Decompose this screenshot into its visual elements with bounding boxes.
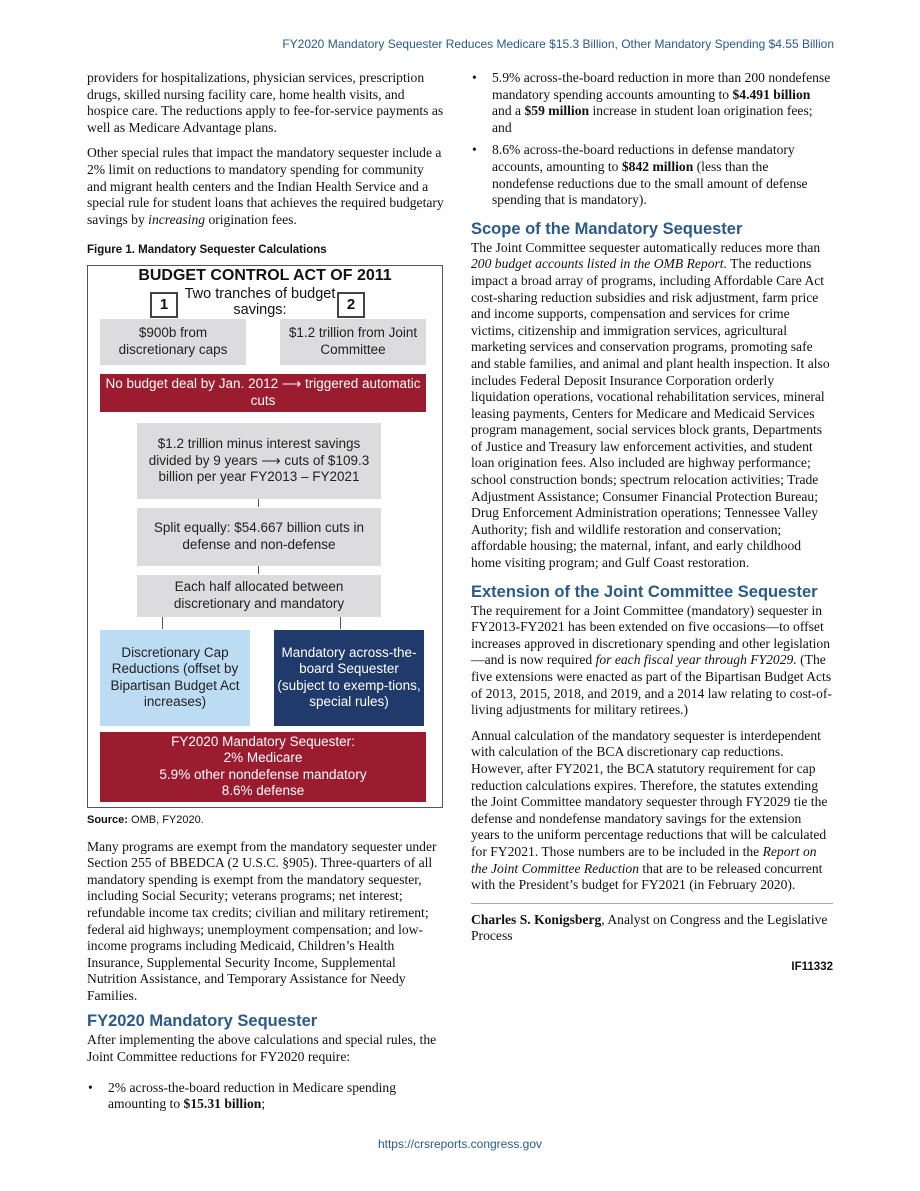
figure-source: Source: OMB, FY2020. bbox=[87, 813, 204, 826]
figure-title: Figure 1. Mandatory Sequester Calculations bbox=[87, 244, 327, 257]
box-mandatory-sequester: Mandatory across-the-board Sequester (subject to exemp-tions, special rules) bbox=[274, 630, 424, 726]
running-header: FY2020 Mandatory Sequester Reduces Medicare $15.3 Billion, Other Mandatory Spending $4.55 Billion bbox=[282, 37, 834, 51]
paragraph-scope: The Joint Committee sequester automatically reduces more than 200 budget accounts listed in the OMB Report. The reductions impact a broad array of programs, including Affordable Care Act cost-sharing reduction subsidies and risk adjustment, farm price and income supports, compensation and services for crime victims, citizenship and immigration services, agricultural marketing services and conservation programs, promoting safe and stable families, and animal and plant health inspection. It also includes Federal Deposit Insurance Corporation orderly liquidation operations, vocational rehabilitation services, mineral leasing payments, Centers for Medicare and Medicaid Services program management, social services block grants, Departments of Justice and Treasury law enforcement activities, and student loan origination fees. Also included are highway performance; school construction bonds; spectrum relocation activities; Trade Adjustment Assistance; Consumer Financial Protection Bureau; Drug Enforcement Administration operations; Tennessee Valley Authority; fish and wildlife restoration and conservation; affordable housing; the maternal, infant, and early childhood home visiting program; and Gulf Coast restoration. bbox=[471, 239, 830, 571]
box-split-equally: Split equally: $54.667 billion cuts in defense and non-defense bbox=[137, 508, 381, 566]
tranche-number-1: 1 bbox=[150, 292, 178, 318]
list-item-nondefense: • 5.9% across-the-board reduction in more than 200 nondefense mandatory spending accounts amounting to $4.491 billion and a $59 million increase in student loan origination fees; and bbox=[472, 70, 831, 135]
box-each-half: Each half allocated between discretionary and mandatory bbox=[137, 575, 381, 617]
list-item-defense: • 8.6% across-the-board reductions in defense mandatory accounts, amounting to $842 million (less than the nondefense reductions due to the small amount of defense spending that is mandatory). bbox=[472, 142, 808, 208]
paragraph-fy2020-intro: After implementing the above calculations and special rules, the Joint Committee reductions for FY2020 require: bbox=[87, 1032, 437, 1065]
left-column bbox=[87, 70, 445, 1119]
document-id: IF11332 bbox=[791, 960, 833, 973]
figure-heading: BUDGET CONTROL ACT OF 2011 bbox=[138, 266, 392, 284]
footer-url[interactable]: https://crsreports.congress.gov bbox=[377, 1137, 543, 1151]
fy2020-bullets-left bbox=[87, 1080, 445, 1113]
paragraph-extension: The requirement for a Joint Committee (mandatory) sequester in FY2013-FY2021 has been extended on five occasions—to offset increases approved in discretionary spending and other legislation—and is now required for each fiscal year through FY2029. (The five extensions were enacted as part of the Bipartisan Budget Acts of 2013, 2015, 2018, and 2019, and a 2014 law relating to cost-of-living adjustments for military retirees.) bbox=[471, 602, 832, 718]
fy2020-bullets-right bbox=[471, 70, 833, 209]
box-fy2020-sequester: FY2020 Mandatory Sequester: 2% Medicare 5.9% other nondefense mandatory 8.6% defense bbox=[100, 732, 426, 802]
box-no-budget-deal: No budget deal by Jan. 2012 ⟶ triggered automatic cuts bbox=[100, 374, 426, 412]
paragraph-exemptions: Many programs are exempt from the mandatory sequester under Section 255 of BBEDCA (2 U.S.C. §905). Three-quarters of all mandatory spending is exempt from the mandatory sequester, including Social Security; veterans programs; net interest; refundable income tax credits; civilian and military retirement; federal aid highways; unemployment compensation; and low-income programs including Medicaid, Children’s Health Insurance, Supplemental Security Income, Supplemental Nutrition Assistance, and Temporary Assistance for Needy Families. bbox=[87, 838, 437, 1003]
figure-flowchart bbox=[87, 265, 443, 808]
tranches-label: Two tranches of budget savings: bbox=[184, 285, 336, 318]
heading-fy2020-sequester: FY2020 Mandatory Sequester bbox=[87, 1012, 318, 1031]
author-signature: Charles S. Konigsberg, Analyst on Congress and the Legislative Process bbox=[471, 903, 833, 945]
tranche-number-2: 2 bbox=[337, 292, 365, 318]
box-discretionary-caps: $900b from discretionary caps bbox=[100, 319, 246, 365]
paragraph-providers: providers for hospitalizations, physician services, prescription drugs, skilled nursing facility care, home health visits, and hospice care. The reductions apply to fee-for-service payments as well as Medicare Advantage plans. bbox=[87, 70, 444, 135]
paragraph-annual-calculation: Annual calculation of the mandatory sequester is interdependent with calculation of the BCA discretionary cap reductions. However, after FY2021, the BCA statutory requirement for cap reduction calculations expires. Therefore, the statutes extending the Joint Committee mandatory sequester through FY2029 tie the defense and nondefense mandatory savings for the extension years to the uniform percentage reductions that will be calculated for FY2021. Those numbers are to be included in the Report on the Joint Committee Reduction that are to be released concurrent with the President’s budget for FY2021 (in February 2020). bbox=[471, 727, 828, 893]
box-annual-cuts: $1.2 trillion minus interest savings divided by 9 years ⟶ cuts of $109.3 billion per year FY2013 – FY2021 bbox=[137, 423, 381, 499]
right-column bbox=[471, 70, 833, 973]
box-discretionary-cap-reductions: Discretionary Cap Reductions (offset by Bipartisan Budget Act increases) bbox=[100, 630, 250, 726]
list-item-medicare: • 2% across-the-board reduction in Medicare spending amounting to $15.31 billion; bbox=[88, 1079, 397, 1112]
paragraph-special-rules: Other special rules that impact the mandatory sequester include a 2% limit on reductions to mandatory spending for community and migrant health centers and the Indian Health Service and a special rule for student loans that achieves the required budgetary savings by increasing origination fees. bbox=[87, 145, 444, 227]
box-joint-committee: $1.2 trillion from Joint Committee bbox=[280, 319, 426, 365]
heading-scope: Scope of the Mandatory Sequester bbox=[471, 219, 743, 238]
heading-extension: Extension of the Joint Committee Sequester bbox=[471, 582, 818, 601]
